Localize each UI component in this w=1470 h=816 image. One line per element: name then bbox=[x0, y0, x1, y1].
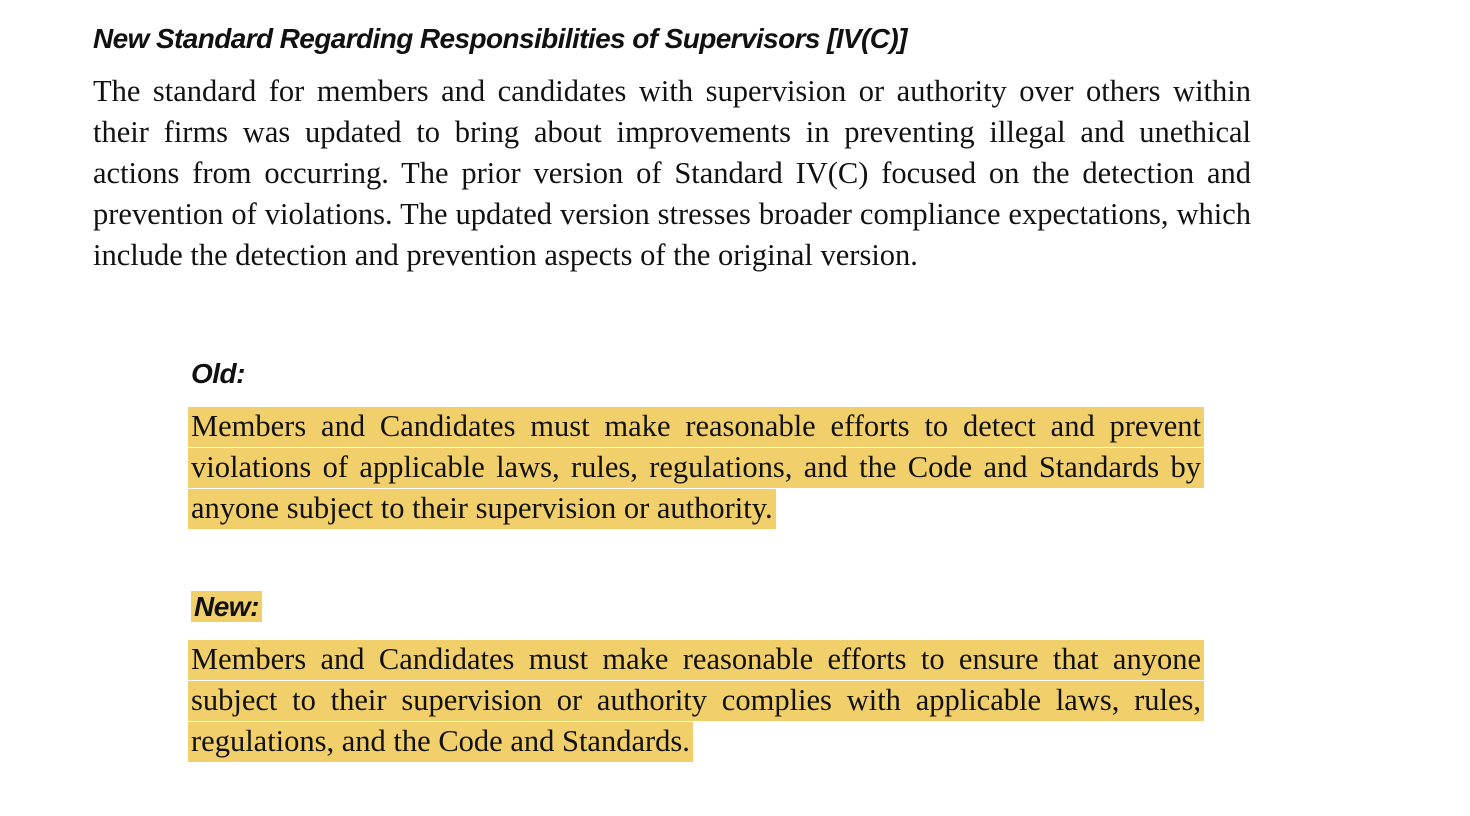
intro-paragraph: The standard for members and candidates with supervision or authority over others within their firms was updated to bring about improvements in preventing illegal and unethical actions from occurring. The prior version of Standard IV(C) focused on the detection and prevention of violations. The updated version stresses broader compliance expectations, which include the detection and prevention aspects of the original version. bbox=[93, 74, 1251, 272]
section-heading: New Standard Regarding Responsibilities of Supervisors [IV(C)] bbox=[93, 23, 907, 54]
old-standard-text: Members and Candidates must make reasonable efforts to detect and prevent violations of applicable laws, rules, regulations, and the Code and Standards by anyone subject to their supervision or authority. bbox=[188, 407, 1204, 529]
new-standard-label-block bbox=[191, 589, 262, 625]
new-standard-text-block bbox=[188, 639, 1204, 762]
old-standard-text-block bbox=[188, 406, 1204, 529]
new-standard-text: Members and Candidates must make reasonable efforts to ensure that anyone subject to their supervision or authority complies with applicable laws, rules, regulations, and the Code and Standards. bbox=[188, 640, 1204, 762]
old-standard-label: Old: bbox=[191, 358, 245, 389]
new-standard-label: New: bbox=[191, 591, 262, 622]
